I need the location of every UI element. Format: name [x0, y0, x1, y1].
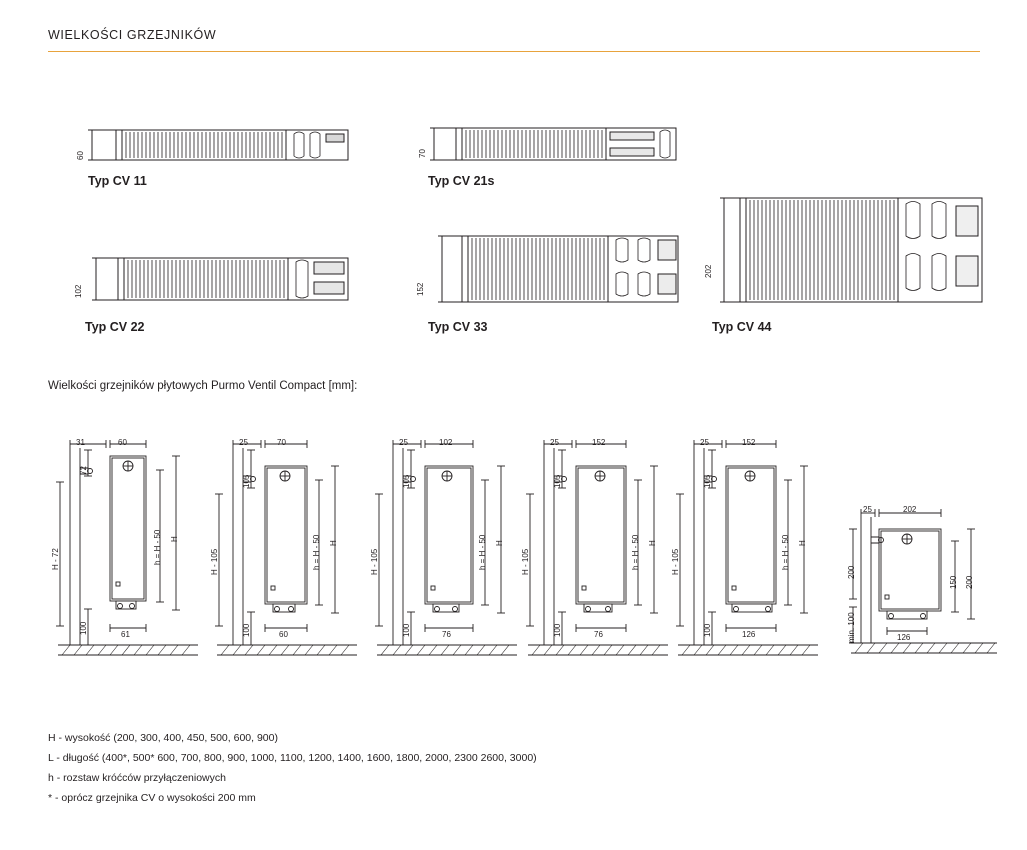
dim-152a-inner: h = H - 50: [631, 534, 640, 570]
dim-60-side: H - 72: [51, 548, 60, 570]
cv33-depth-dim: 152: [416, 282, 425, 296]
page-title: WIELKOŚCI GRZEJNIKÓW: [48, 28, 217, 42]
figure-cv21s: [412, 118, 692, 170]
dim-202-outer: 200: [965, 575, 974, 589]
dim-202-inner: 150: [949, 575, 958, 589]
label-cv44: Typ CV 44: [712, 320, 772, 334]
figure-cv22: [70, 250, 370, 310]
dim-70-height: H: [329, 540, 338, 546]
label-cv33: Typ CV 33: [428, 320, 488, 334]
dim-70-wallgap: 25: [239, 438, 248, 447]
dim-152b-height: H: [798, 540, 807, 546]
cv21s-drawing: [412, 118, 692, 170]
dim-152b-inner: h = H - 50: [781, 534, 790, 570]
cv44-drawing: [700, 190, 990, 312]
cv44-depth-dim: 202: [704, 264, 713, 278]
dim-102-inner: h = H - 50: [478, 534, 487, 570]
label-cv22: Typ CV 22: [85, 320, 145, 334]
dim-202-wallgap: 25: [863, 505, 872, 514]
figure-install-152a: [518, 430, 678, 665]
cv33-drawing: [412, 228, 692, 312]
page-header: [48, 28, 980, 52]
dim-60-depth: 60: [118, 438, 127, 447]
dim-152a-wallgap: 25: [550, 438, 559, 447]
label-cv21s: Typ CV 21s: [428, 174, 495, 188]
dim-102-top: 105: [402, 474, 411, 488]
cv11-drawing: [70, 120, 370, 170]
dim-70-side: H - 105: [210, 548, 219, 575]
header-divider: [48, 51, 980, 52]
dim-202-base: 126: [897, 633, 911, 642]
dim-70-base: 60: [279, 630, 288, 639]
dim-70-floor: 100: [242, 623, 251, 637]
dim-152a-top: 105: [553, 474, 562, 488]
dim-70-top: 105: [242, 474, 251, 488]
dim-202-floor: min. 100: [847, 612, 856, 643]
dim-202-height: 200: [847, 565, 856, 579]
dim-60-base: 61: [121, 630, 130, 639]
dim-152a-floor: 100: [553, 623, 562, 637]
cv22-depth-dim: 102: [74, 284, 83, 298]
note-asterisk: * - oprócz grzejnika CV o wysokości 200 mm: [48, 792, 256, 804]
dim-152a-height: H: [648, 540, 657, 546]
dim-60-height: H: [170, 536, 179, 542]
dim-152b-depth: 152: [742, 438, 756, 447]
figure-cv44: [700, 190, 990, 312]
dim-102-side: H - 105: [370, 548, 379, 575]
dim-102-base: 76: [442, 630, 451, 639]
note-l: L - długość (400*, 500* 600, 700, 800, 900, 1000, 1100, 1200, 1400, 1600, 1800, 2000, 2300 2600, 3000): [48, 752, 537, 764]
dim-152b-top: 105: [703, 474, 712, 488]
install-202-drawing: [845, 495, 1005, 667]
figure-cv33: [412, 228, 692, 312]
dim-60-floor: 100: [79, 621, 88, 635]
figure-install-202: [845, 495, 1005, 667]
dim-152b-base: 126: [742, 630, 756, 639]
dim-152a-side: H - 105: [521, 548, 530, 575]
notes-block: [48, 728, 948, 808]
dim-102-wallgap: 25: [399, 438, 408, 447]
section-title: Wielkości grzejników płytowych Purmo Ventil Compact [mm]:: [48, 380, 358, 392]
figure-install-152b: [668, 430, 828, 665]
dim-102-depth: 102: [439, 438, 453, 447]
figure-cv11: [70, 120, 370, 170]
dim-152a-depth: 152: [592, 438, 606, 447]
figure-install-70: [207, 430, 367, 665]
dim-70-inner: h = H - 50: [312, 534, 321, 570]
dim-102-height: H: [495, 540, 504, 546]
cv22-drawing: [70, 250, 370, 310]
figure-install-102: [367, 430, 527, 665]
figure-install-60: [48, 430, 208, 665]
dim-60-wallgap: 31: [76, 438, 85, 447]
note-h-small: h - rozstaw króćców przyłączeniowych: [48, 772, 226, 784]
note-h: H - wysokość (200, 300, 400, 450, 500, 600, 900): [48, 732, 278, 744]
dim-60-top: 72: [79, 466, 88, 475]
dim-102-floor: 100: [402, 623, 411, 637]
dim-202-depth: 202: [903, 505, 917, 514]
dim-152b-side: H - 105: [671, 548, 680, 575]
dim-70-depth: 70: [277, 438, 286, 447]
dim-152b-floor: 100: [703, 623, 712, 637]
dim-152a-base: 76: [594, 630, 603, 639]
cv21s-depth-dim: 70: [418, 149, 427, 158]
dim-60-inner: h = H - 50: [153, 529, 162, 565]
cv11-depth-dim: 60: [76, 151, 85, 160]
label-cv11: Typ CV 11: [88, 174, 147, 188]
dim-152b-wallgap: 25: [700, 438, 709, 447]
